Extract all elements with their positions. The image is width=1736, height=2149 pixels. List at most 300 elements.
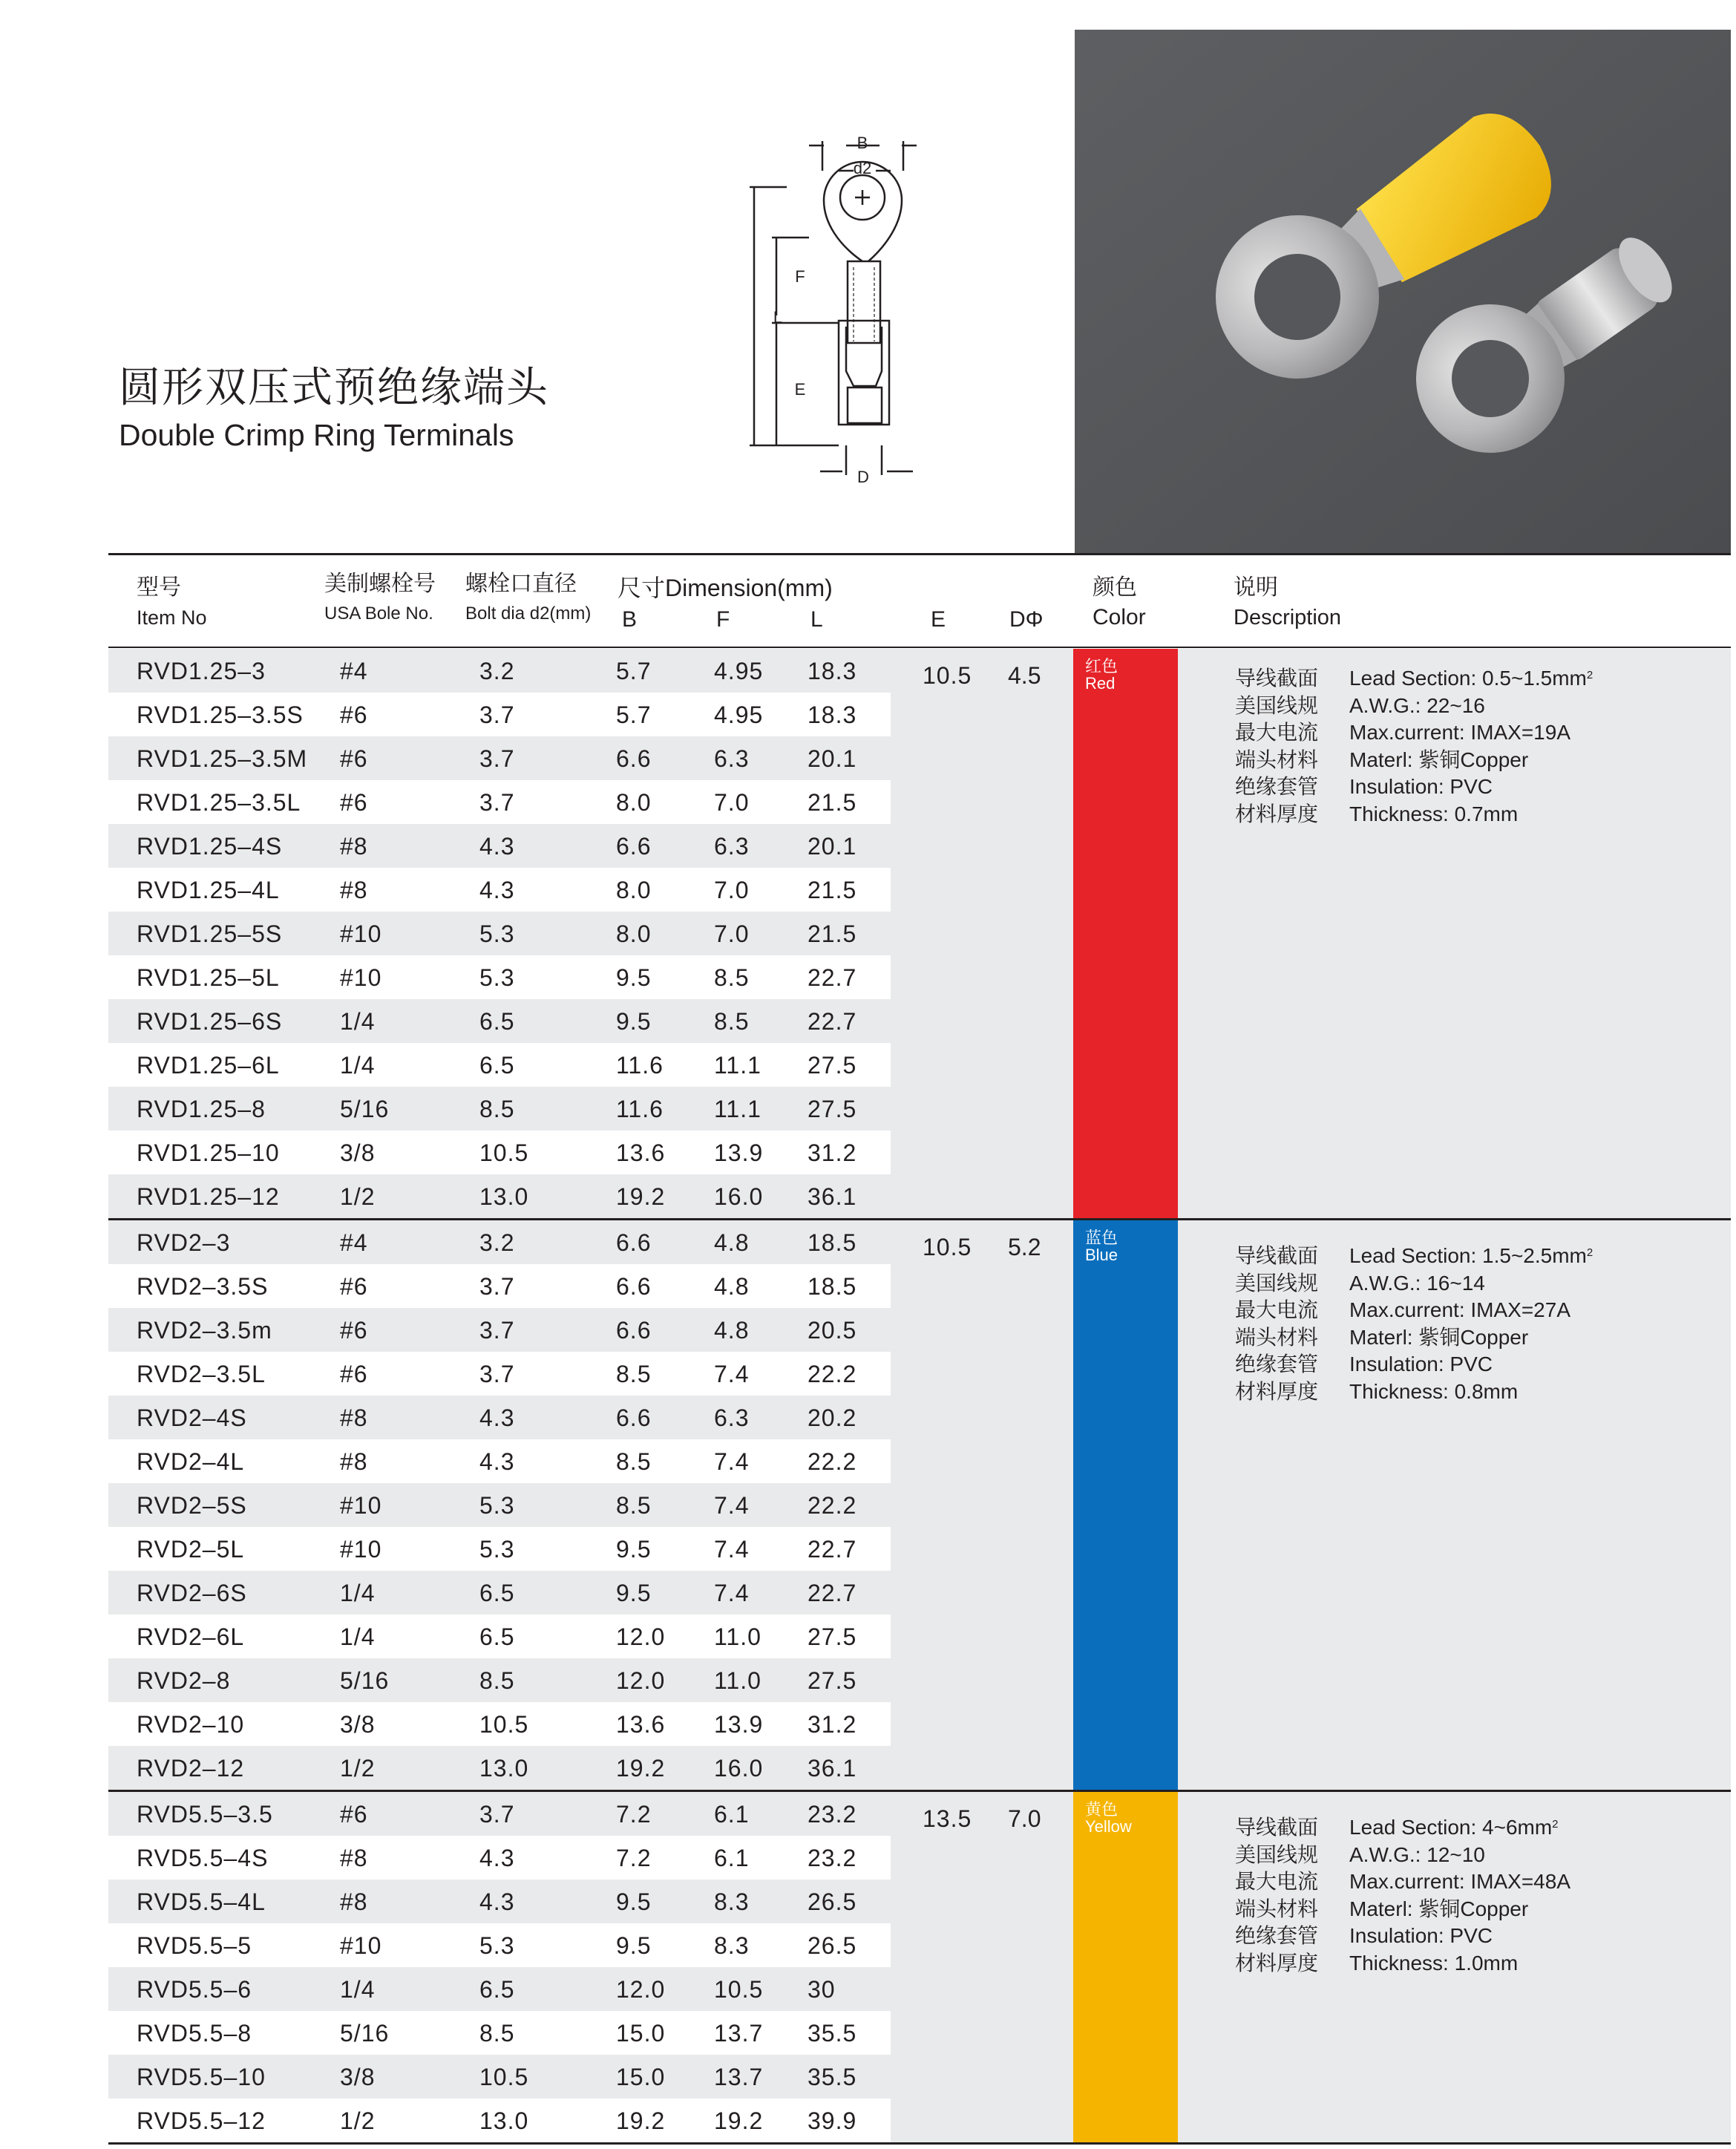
cell-dim-d: 5.2 (1008, 1234, 1041, 1260)
cell-usa-bole: 5/16 (340, 1667, 390, 1694)
cell-bolt-dia: 8.5 (479, 2020, 515, 2047)
description-key: 端头材料 (1235, 747, 1319, 772)
cell-bolt-dia: 4.3 (479, 1404, 515, 1431)
cell-dim-f: 13.7 (714, 2020, 764, 2047)
description-line (1235, 693, 1593, 720)
cell-item-no: RVD2–3.5m (137, 1317, 272, 1344)
cell-item-no: RVD2–3.5S (137, 1273, 269, 1300)
cell-dim-l: 18.5 (808, 1273, 857, 1300)
cell-dim-l: 22.2 (808, 1448, 857, 1475)
description-key: 导线截面 (1235, 1815, 1319, 1839)
cell-dim-f: 11.1 (714, 1096, 761, 1122)
cell-bolt-dia: 13.0 (479, 1183, 529, 1210)
cell-dim-f: 8.3 (714, 1888, 750, 1915)
description-value: Max.current: IMAX=19A (1349, 721, 1571, 744)
cell-item-no: RVD1.25–4S (137, 833, 283, 860)
cell-dim-b: 7.2 (616, 1801, 652, 1828)
description-key: 绝缘套管 (1235, 1923, 1319, 1948)
description-value: Insulation: PVC (1349, 775, 1493, 798)
color-label-cn: 蓝色 (1085, 1229, 1118, 1248)
cell-dim-b: 5.7 (616, 701, 652, 728)
header-bottom-rule (108, 647, 1731, 648)
table-row (108, 1220, 891, 1264)
cell-usa-bole: #6 (340, 1801, 368, 1828)
table-row (108, 824, 891, 868)
description-key: 导线截面 (1235, 1243, 1319, 1268)
description-line (1235, 719, 1593, 747)
color-label-cn: 红色 (1085, 658, 1118, 676)
cell-usa-bole: 1/4 (340, 1580, 376, 1606)
description-block (1235, 1243, 1593, 1405)
description-value: Insulation: PVC (1349, 1352, 1493, 1376)
description-value: Max.current: IMAX=48A (1349, 1870, 1571, 1893)
header-color-en: Color (1093, 605, 1146, 629)
cell-dim-b: 6.6 (616, 1317, 652, 1344)
cell-dim-f: 4.95 (714, 701, 764, 728)
cell-dim-b: 12.0 (616, 1667, 666, 1694)
cell-usa-bole: 3/8 (340, 2064, 376, 2090)
cell-item-no: RVD2–4S (137, 1404, 247, 1431)
cell-item-no: RVD1.25–12 (137, 1183, 280, 1210)
cell-item-no: RVD5.5–4S (137, 1845, 269, 1871)
cell-bolt-dia: 4.3 (479, 1845, 515, 1871)
description-key: 最大电流 (1235, 1869, 1319, 1894)
header-desc-en: Description (1234, 606, 1342, 629)
cell-item-no: RVD1.25–3 (137, 658, 266, 684)
header-top-rule (108, 553, 1731, 555)
cell-bolt-dia: 4.3 (479, 1448, 515, 1475)
header-usa-cn: 美制螺栓号 (324, 571, 436, 597)
description-line (1235, 665, 1593, 693)
header-usa-bole (324, 569, 436, 629)
description-key: 绝缘套管 (1235, 774, 1319, 799)
cell-bolt-dia: 3.7 (479, 1801, 515, 1828)
cell-dim-l: 27.5 (808, 1667, 857, 1694)
cell-dim-l: 30 (808, 1976, 836, 2003)
cell-item-no: RVD2–6L (137, 1623, 245, 1650)
cell-dim-b: 8.5 (616, 1492, 652, 1519)
cell-dim-f: 16.0 (714, 1183, 764, 1210)
description-line (1235, 1896, 1570, 1923)
cell-dim-f: 8.5 (714, 964, 750, 991)
cell-dim-l: 18.5 (808, 1229, 857, 1256)
cell-bolt-dia: 3.7 (479, 701, 515, 728)
diagram-label-l: L (773, 308, 783, 327)
cell-dim-f: 7.4 (714, 1361, 750, 1387)
cell-bolt-dia: 3.7 (479, 1317, 515, 1344)
description-line (1235, 1923, 1570, 1950)
color-label (1085, 1802, 1132, 1835)
cell-dim-b: 6.6 (616, 745, 652, 772)
cell-item-no: RVD5.5–10 (137, 2064, 266, 2090)
header-item-no (137, 573, 207, 632)
cell-dim-b: 8.5 (616, 1361, 652, 1387)
description-value: Lead Section: 1.5~2.5mm (1349, 1244, 1587, 1267)
cell-dim-e: 13.5 (923, 1805, 972, 1832)
table-row (108, 1880, 891, 1923)
cell-usa-bole: #4 (340, 658, 368, 684)
cell-item-no: RVD5.5–6 (137, 1976, 252, 2003)
cell-bolt-dia: 4.3 (479, 1888, 515, 1915)
cell-usa-bole: 3/8 (340, 1711, 376, 1738)
description-superscript: 2 (1586, 669, 1593, 681)
diagram-label-e: E (794, 380, 806, 399)
cell-dim-l: 23.2 (808, 1801, 857, 1828)
description-value: Lead Section: 0.5~1.5mm (1349, 667, 1587, 690)
header-l: L (810, 607, 823, 632)
cell-item-no: RVD1.25–6S (137, 1008, 283, 1035)
header-bolt-cn: 螺栓口直径 (465, 571, 577, 597)
header-e: E (931, 607, 946, 632)
cell-dim-b: 8.5 (616, 1448, 652, 1475)
header-item-cn: 型号 (137, 575, 181, 601)
cell-bolt-dia: 3.2 (479, 1229, 515, 1256)
cell-dim-b: 11.6 (616, 1052, 664, 1079)
cell-dim-b: 19.2 (616, 2107, 666, 2134)
header-item-en: Item No (137, 606, 207, 629)
cell-bolt-dia: 4.3 (479, 833, 515, 860)
table-row (108, 912, 891, 955)
cell-dim-f: 6.1 (714, 1801, 750, 1828)
cell-item-no: RVD2–5L (137, 1536, 245, 1563)
cell-bolt-dia: 3.7 (479, 745, 515, 772)
cell-dim-l: 31.2 (808, 1139, 857, 1166)
cell-dim-f: 13.9 (714, 1139, 764, 1166)
description-key: 材料厚度 (1235, 1378, 1319, 1404)
cell-item-no: RVD1.25–10 (137, 1139, 280, 1166)
description-line (1235, 747, 1593, 774)
cell-dim-f: 13.9 (714, 1711, 764, 1738)
cell-usa-bole: 5/16 (340, 1096, 390, 1122)
cell-dim-l: 22.2 (808, 1361, 857, 1387)
cell-item-no: RVD5.5–5 (137, 1932, 252, 1959)
cell-usa-bole: #6 (340, 1361, 368, 1387)
description-value: Thickness: 1.0mm (1349, 1951, 1519, 1975)
table-row (108, 1571, 891, 1615)
description-key: 导线截面 (1235, 666, 1319, 690)
cell-dim-b: 8.0 (616, 789, 652, 816)
cell-dim-l: 20.1 (808, 745, 857, 772)
cell-dim-l: 20.1 (808, 833, 857, 860)
cell-usa-bole: #6 (340, 789, 368, 816)
cell-dim-b: 5.7 (616, 658, 652, 684)
cell-usa-bole: 1/4 (340, 1008, 376, 1035)
description-key: 端头材料 (1235, 1324, 1319, 1350)
header-dimension: 尺寸Dimension(mm) (618, 575, 833, 601)
cell-usa-bole: 1/2 (340, 1755, 376, 1782)
cell-dim-f: 4.95 (714, 658, 764, 684)
cell-dim-l: 35.5 (808, 2064, 857, 2090)
cell-dim-b: 19.2 (616, 1755, 666, 1782)
cell-bolt-dia: 3.2 (479, 658, 515, 684)
cell-usa-bole: 1/2 (340, 1183, 376, 1210)
table-row (108, 649, 891, 693)
cell-dim-l: 21.5 (808, 789, 857, 816)
cell-bolt-dia: 5.3 (479, 964, 515, 991)
description-line (1235, 1868, 1570, 1896)
cell-dim-l: 20.5 (808, 1317, 857, 1344)
color-label-en: Blue (1085, 1246, 1118, 1264)
header-f: F (716, 607, 730, 632)
cell-usa-bole: 1/4 (340, 1623, 376, 1650)
header-bolt-dia (465, 569, 591, 629)
cell-dim-b: 9.5 (616, 1932, 652, 1959)
description-superscript: 2 (1586, 1246, 1593, 1259)
cell-bolt-dia: 8.5 (479, 1667, 515, 1694)
page-title-cn: 圆形双压式预绝缘端头 (119, 364, 549, 412)
description-value: A.W.G.: 22~16 (1349, 693, 1485, 717)
cell-dim-f: 11.0 (714, 1667, 761, 1694)
cell-dim-l: 27.5 (808, 1052, 857, 1079)
cell-item-no: RVD1.25–6L (137, 1052, 280, 1079)
color-swatch (1073, 1792, 1178, 2142)
cell-usa-bole: 1/2 (340, 2107, 376, 2134)
table-row (108, 1439, 891, 1483)
cell-dim-f: 11.0 (714, 1623, 761, 1650)
cell-item-no: RVD1.25–4L (137, 877, 280, 903)
description-key: 端头材料 (1235, 1896, 1319, 1921)
cell-usa-bole: #10 (340, 1932, 382, 1959)
cell-bolt-dia: 5.3 (479, 920, 515, 947)
table-row (108, 693, 891, 736)
cell-dim-b: 8.0 (616, 920, 652, 947)
header-description (1234, 573, 1341, 632)
cell-dim-l: 26.5 (808, 1932, 857, 1959)
description-value: Lead Section: 4~6mm (1349, 1816, 1553, 1839)
table-group (108, 649, 1731, 1220)
cell-dim-f: 8.5 (714, 1008, 750, 1035)
table-row (108, 1174, 891, 1218)
cell-dim-b: 13.6 (616, 1711, 666, 1738)
cell-item-no: RVD2–6S (137, 1580, 247, 1606)
description-value: Materl: 紫铜Copper (1349, 1897, 1529, 1920)
cell-item-no: RVD5.5–3.5 (137, 1801, 273, 1828)
diagram-label-d2: d2 (853, 159, 872, 177)
spec-table (108, 649, 1731, 2145)
cell-dim-l: 20.2 (808, 1404, 857, 1431)
description-block (1235, 1814, 1570, 1977)
description-line (1235, 801, 1593, 828)
header-bolt-en: Bolt dia d2(mm) (465, 604, 592, 624)
cell-dim-f: 8.3 (714, 1932, 750, 1959)
cell-dim-f: 6.1 (714, 1845, 750, 1871)
cell-dim-l: 18.3 (808, 658, 857, 684)
header-b: B (622, 607, 638, 632)
cell-dim-b: 8.0 (616, 877, 652, 903)
description-key: 绝缘套管 (1235, 1352, 1319, 1376)
cell-dim-f: 10.5 (714, 1976, 764, 2003)
cell-dim-l: 22.7 (808, 1580, 857, 1606)
description-key: 最大电流 (1235, 720, 1319, 745)
cell-dim-b: 15.0 (616, 2020, 666, 2047)
cell-dim-b: 15.0 (616, 2064, 666, 2090)
description-key: 最大电流 (1235, 1298, 1319, 1322)
diagram-label-f: F (795, 267, 805, 286)
cell-dim-l: 21.5 (808, 877, 857, 903)
cell-dim-l: 22.7 (808, 964, 857, 991)
color-swatch (1073, 1220, 1178, 1790)
table-row (108, 1043, 891, 1087)
cell-dim-e: 10.5 (923, 1234, 972, 1260)
table-row (108, 2011, 891, 2055)
description-key: 美国线规 (1235, 693, 1319, 718)
color-label-en: Yellow (1085, 1817, 1132, 1836)
table-row (108, 1746, 891, 1790)
cell-dim-b: 7.2 (616, 1845, 652, 1871)
cell-dim-l: 22.7 (808, 1536, 857, 1563)
cell-dim-f: 7.0 (714, 789, 750, 816)
cell-item-no: RVD1.25–3.5L (137, 789, 301, 816)
cell-dim-f: 4.8 (714, 1317, 750, 1344)
header-d: DΦ (1009, 607, 1044, 632)
cell-item-no: RVD2–8 (137, 1667, 231, 1694)
cell-item-no: RVD2–4L (137, 1448, 245, 1475)
cell-dim-l: 22.7 (808, 1008, 857, 1035)
description-key: 美国线规 (1235, 1270, 1319, 1295)
cell-item-no: RVD1.25–8 (137, 1096, 266, 1122)
table-row (108, 2055, 891, 2099)
cell-dim-l: 22.2 (808, 1492, 857, 1519)
cell-usa-bole: #8 (340, 877, 368, 903)
description-value: Materl: 紫铜Copper (1349, 748, 1529, 771)
cell-dim-l: 18.3 (808, 701, 857, 728)
description-value: Materl: 紫铜Copper (1349, 1325, 1529, 1349)
cell-bolt-dia: 3.7 (479, 1361, 515, 1387)
cell-dim-f: 6.3 (714, 833, 750, 860)
cell-dim-l: 27.5 (808, 1623, 857, 1650)
description-line (1235, 1270, 1593, 1298)
cell-dim-l: 31.2 (808, 1711, 857, 1738)
cell-usa-bole: #10 (340, 964, 382, 991)
table-row (108, 999, 891, 1043)
cell-dim-b: 13.6 (616, 1139, 666, 1166)
cell-dim-e: 10.5 (923, 662, 972, 689)
cell-dim-f: 11.1 (714, 1052, 761, 1079)
cell-dim-f: 4.8 (714, 1273, 750, 1300)
color-label-en: Red (1085, 674, 1116, 693)
cell-bolt-dia: 3.7 (479, 1273, 515, 1300)
table-row (108, 1264, 891, 1308)
cell-usa-bole: #4 (340, 1229, 368, 1256)
table-row (108, 1836, 891, 1880)
cell-bolt-dia: 13.0 (479, 2107, 529, 2134)
cell-bolt-dia: 10.5 (479, 1711, 529, 1738)
cell-dim-l: 26.5 (808, 1888, 857, 1915)
header-usa-en: USA Bole No. (324, 604, 433, 624)
description-line (1235, 1814, 1570, 1842)
cell-dim-f: 7.0 (714, 877, 750, 903)
cell-dim-f: 4.8 (714, 1229, 750, 1256)
cell-dim-l: 39.9 (808, 2107, 857, 2134)
cell-dim-l: 27.5 (808, 1096, 857, 1122)
cell-bolt-dia: 10.5 (479, 1139, 529, 1166)
terminal-dimension-diagram (735, 126, 1032, 505)
table-row (108, 780, 891, 824)
cell-dim-f: 7.4 (714, 1448, 750, 1475)
cell-dim-b: 9.5 (616, 1536, 652, 1563)
table-row (108, 1792, 891, 1836)
cell-dim-l: 36.1 (808, 1755, 857, 1782)
cell-usa-bole: #8 (340, 1404, 368, 1431)
table-row (108, 1527, 891, 1571)
cell-dim-l: 21.5 (808, 920, 857, 947)
cell-bolt-dia: 6.5 (479, 1052, 515, 1079)
table-row (108, 736, 891, 780)
cell-usa-bole: #8 (340, 1448, 368, 1475)
cell-dim-f: 7.4 (714, 1536, 750, 1563)
cell-item-no: RVD2–5S (137, 1492, 247, 1519)
cell-item-no: RVD5.5–8 (137, 2020, 252, 2047)
cell-dim-b: 9.5 (616, 1580, 652, 1606)
cell-bolt-dia: 5.3 (479, 1536, 515, 1563)
cell-usa-bole: #6 (340, 1317, 368, 1344)
cell-item-no: RVD1.25–3.5M (137, 745, 308, 772)
cell-dim-b: 9.5 (616, 1008, 652, 1035)
cell-dim-b: 12.0 (616, 1976, 666, 2003)
color-label (1085, 659, 1118, 692)
description-value: Max.current: IMAX=27A (1349, 1298, 1571, 1321)
description-line (1235, 1378, 1593, 1406)
description-key: 美国线规 (1235, 1842, 1319, 1867)
cell-dim-f: 13.7 (714, 2064, 764, 2090)
cell-dim-b: 11.6 (616, 1096, 664, 1122)
cell-usa-bole: #8 (340, 1845, 368, 1871)
description-superscript: 2 (1552, 1818, 1559, 1831)
cell-dim-l: 23.2 (808, 1845, 857, 1871)
description-key: 材料厚度 (1235, 801, 1319, 826)
table-row (108, 2099, 891, 2142)
table-row (108, 1483, 891, 1527)
header-color (1093, 573, 1146, 632)
cell-usa-bole: #6 (340, 1273, 368, 1300)
table-group (108, 1792, 1731, 2145)
cell-dim-b: 6.6 (616, 833, 652, 860)
cell-dim-f: 6.3 (714, 1404, 750, 1431)
cell-dim-f: 7.4 (714, 1580, 750, 1606)
cell-dim-f: 16.0 (714, 1755, 764, 1782)
table-row (108, 1308, 891, 1352)
cell-dim-b: 9.5 (616, 964, 652, 991)
table-row (108, 868, 891, 912)
cell-bolt-dia: 3.7 (479, 789, 515, 816)
cell-item-no: RVD1.25–5S (137, 920, 283, 947)
cell-item-no: RVD2–12 (137, 1755, 245, 1782)
cell-dim-f: 6.3 (714, 745, 750, 772)
cell-dim-b: 6.6 (616, 1273, 652, 1300)
cell-usa-bole: #10 (340, 1536, 382, 1563)
cell-usa-bole: #6 (340, 701, 368, 728)
cell-item-no: RVD1.25–5L (137, 964, 280, 991)
cell-bolt-dia: 8.5 (479, 1096, 515, 1122)
cell-dim-f: 7.4 (714, 1492, 750, 1519)
cell-item-no: RVD1.25–3.5S (137, 701, 304, 728)
cell-item-no: RVD5.5–4L (137, 1888, 266, 1915)
table-row (108, 1131, 891, 1174)
cell-dim-l: 35.5 (808, 2020, 857, 2047)
cell-usa-bole: #8 (340, 833, 368, 860)
cell-usa-bole: 5/16 (340, 2020, 390, 2047)
table-row (108, 1702, 891, 1746)
description-line (1235, 1243, 1593, 1270)
table-row (108, 1615, 891, 1658)
cell-usa-bole: 3/8 (340, 1139, 376, 1166)
description-line (1235, 773, 1593, 801)
cell-bolt-dia: 4.3 (479, 877, 515, 903)
cell-dim-d: 7.0 (1008, 1805, 1041, 1832)
cell-bolt-dia: 10.5 (479, 2064, 529, 2090)
table-row (108, 955, 891, 999)
table-row (108, 1087, 891, 1131)
